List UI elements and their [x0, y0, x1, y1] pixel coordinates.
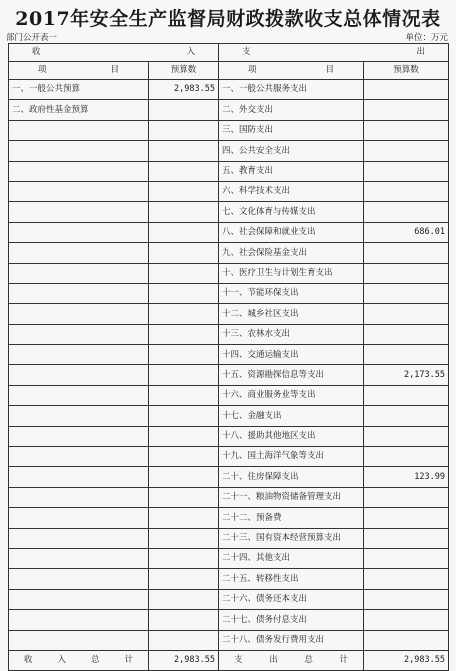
income-amount-cell: [149, 304, 219, 324]
expense-amount-cell: [364, 426, 449, 446]
expense-item-cell: 三、国防支出: [219, 120, 364, 140]
expense-total-label-char: 出: [269, 655, 278, 666]
expense-item-cell: 十四、交通运输支出: [219, 345, 364, 365]
expense-item-cell: 二十一、粮油物资储备管理支出: [219, 487, 364, 507]
income-amount-cell: [149, 385, 219, 405]
table-row: [9, 385, 449, 405]
table-row: [9, 202, 449, 222]
expense-amount-cell: 123.99: [364, 467, 449, 487]
income-amount-cell: [149, 630, 219, 650]
budget-table: [8, 43, 449, 671]
income-item-cell: [9, 202, 149, 222]
income-amount-cell: [149, 508, 219, 528]
expense-total-label-char: 总: [304, 655, 313, 666]
table-row: [9, 324, 449, 344]
income-budget-header: 预算数: [149, 62, 219, 80]
income-amount-cell: [149, 263, 219, 283]
page-title: 2017年安全生产监督局财政拨款收支总体情况表: [15, 8, 441, 30]
table-row: [9, 365, 449, 385]
table-row: [9, 141, 449, 161]
expense-item-cell: 二十二、预备费: [219, 508, 364, 528]
expense-item-header-b: 目: [325, 65, 334, 76]
expense-amount-cell: [364, 610, 449, 630]
expense-amount-cell: [364, 141, 449, 161]
expense-item-cell: 十、医疗卫生与计划生育支出: [219, 263, 364, 283]
income-amount-cell: [149, 243, 219, 263]
expense-total-label-char: 支: [234, 655, 243, 666]
table-row: [9, 100, 449, 120]
expense-item-cell: 十一、节能环保支出: [219, 283, 364, 303]
expense-amount-cell: [364, 324, 449, 344]
income-amount-cell: [149, 100, 219, 120]
income-item-cell: [9, 447, 149, 467]
expense-item-cell: 二十五、转移性支出: [219, 569, 364, 589]
table-row: [9, 120, 449, 140]
expense-item-cell: 二十三、国有资本经营预算支出: [219, 528, 364, 548]
income-amount-cell: [149, 120, 219, 140]
income-item-cell: [9, 161, 149, 181]
income-item-cell: [9, 181, 149, 201]
header-row-columns: [9, 62, 449, 80]
expense-amount-cell: [364, 508, 449, 528]
income-item-cell: [9, 528, 149, 548]
expense-item-cell: 七、文化体育与传媒支出: [219, 202, 364, 222]
expense-amount-cell: [364, 345, 449, 365]
form-number: 部门公开表一: [6, 33, 58, 43]
expense-amount-cell: [364, 447, 449, 467]
expense-amount-cell: [364, 528, 449, 548]
expense-amount-cell: 2,173.55: [364, 365, 449, 385]
income-item-cell: [9, 324, 149, 344]
income-item-cell: [9, 141, 149, 161]
income-amount-cell: [149, 181, 219, 201]
table-row: [9, 630, 449, 650]
income-header-right: 入: [186, 47, 195, 58]
table-row: [9, 406, 449, 426]
income-amount-cell: [149, 161, 219, 181]
expense-amount-cell: [364, 385, 449, 405]
income-amount-cell: [149, 426, 219, 446]
expense-budget-header: 预算数: [364, 62, 449, 80]
income-amount-cell: [149, 222, 219, 242]
expense-item-cell: 二十七、债务付息支出: [219, 610, 364, 630]
income-amount-cell: 2,983.55: [149, 80, 219, 100]
expense-amount-cell: [364, 181, 449, 201]
table-row: [9, 283, 449, 303]
income-total-label-char: 计: [124, 655, 133, 666]
expense-amount-cell: [364, 100, 449, 120]
expense-amount-cell: [364, 589, 449, 609]
income-amount-cell: [149, 365, 219, 385]
income-item-cell: [9, 426, 149, 446]
expense-item-cell: 十九、国土海洋气象等支出: [219, 447, 364, 467]
income-item-cell: [9, 630, 149, 650]
expense-total-amount: 2,983.55: [364, 650, 449, 670]
table-row: [9, 345, 449, 365]
income-item-cell: [9, 263, 149, 283]
income-item-cell: [9, 610, 149, 630]
expense-amount-cell: [364, 406, 449, 426]
expense-header-right: 出: [416, 47, 425, 58]
income-total-label-char: 收: [24, 655, 33, 666]
income-item-cell: [9, 385, 149, 405]
income-item-cell: [9, 345, 149, 365]
income-amount-cell: [149, 528, 219, 548]
expense-header-left: 支: [242, 47, 251, 58]
income-amount-cell: [149, 406, 219, 426]
table-row: [9, 222, 449, 242]
income-total-label-char: 入: [57, 655, 66, 666]
expense-item-cell: 二十、住房保障支出: [219, 467, 364, 487]
table-row: [9, 610, 449, 630]
expense-amount-cell: [364, 263, 449, 283]
expense-item-header-a: 项: [248, 65, 257, 76]
table-row: [9, 528, 449, 548]
expense-amount-cell: [364, 548, 449, 568]
income-item-cell: [9, 365, 149, 385]
income-item-header: [9, 62, 149, 80]
table-row: [9, 304, 449, 324]
table-row: [9, 263, 449, 283]
expense-item-cell: 二十八、债务发行费用支出: [219, 630, 364, 650]
expense-item-cell: 二、外交支出: [219, 100, 364, 120]
expense-item-cell: 十三、农林水支出: [219, 324, 364, 344]
income-item-cell: [9, 120, 149, 140]
expense-amount-cell: [364, 487, 449, 507]
income-item-cell: 二、政府性基金预算: [9, 100, 149, 120]
income-item-header-b: 目: [110, 65, 119, 76]
expense-amount-cell: [364, 80, 449, 100]
expense-item-header: [219, 62, 364, 80]
header-row-section: [9, 44, 449, 62]
expense-total-label-char: 计: [339, 655, 348, 666]
table-row: [9, 467, 449, 487]
expense-amount-cell: [364, 161, 449, 181]
expense-amount-cell: [364, 569, 449, 589]
income-item-cell: [9, 283, 149, 303]
table-row: [9, 447, 449, 467]
income-item-cell: [9, 548, 149, 568]
income-amount-cell: [149, 589, 219, 609]
income-item-cell: [9, 467, 149, 487]
income-amount-cell: [149, 548, 219, 568]
unit-label: 单位：万元: [405, 33, 448, 43]
table-row: [9, 569, 449, 589]
income-item-cell: [9, 304, 149, 324]
income-amount-cell: [149, 610, 219, 630]
expense-item-cell: 四、公共安全支出: [219, 141, 364, 161]
income-total-amount: 2,983.55: [149, 650, 219, 670]
income-item-cell: [9, 406, 149, 426]
income-header-left: 收: [32, 47, 41, 58]
income-header: [9, 44, 219, 62]
expense-item-cell: 十二、城乡社区支出: [219, 304, 364, 324]
expense-amount-cell: [364, 283, 449, 303]
income-amount-cell: [149, 487, 219, 507]
income-amount-cell: [149, 141, 219, 161]
expense-item-cell: 二十六、债务还本支出: [219, 589, 364, 609]
income-item-cell: [9, 243, 149, 263]
table-row: [9, 161, 449, 181]
expense-amount-cell: [364, 202, 449, 222]
income-item-cell: [9, 222, 149, 242]
expense-item-cell: 六、科学技术支出: [219, 181, 364, 201]
income-amount-cell: [149, 324, 219, 344]
expense-item-cell: 十七、金融支出: [219, 406, 364, 426]
expense-header: [219, 44, 449, 62]
income-item-cell: [9, 508, 149, 528]
table-row: [9, 80, 449, 100]
table-row: [9, 589, 449, 609]
expense-item-cell: 九、社会保险基金支出: [219, 243, 364, 263]
income-amount-cell: [149, 345, 219, 365]
income-item-cell: [9, 569, 149, 589]
income-item-cell: 一、一般公共预算: [9, 80, 149, 100]
expense-item-cell: 十八、援助其他地区支出: [219, 426, 364, 446]
expense-amount-cell: [364, 304, 449, 324]
income-amount-cell: [149, 202, 219, 222]
expense-item-cell: 五、教育支出: [219, 161, 364, 181]
expense-amount-cell: [364, 630, 449, 650]
expense-item-cell: 二十四、其他支出: [219, 548, 364, 568]
expense-amount-cell: 686.01: [364, 222, 449, 242]
expense-item-cell: 一、一般公共服务支出: [219, 80, 364, 100]
income-item-cell: [9, 589, 149, 609]
income-amount-cell: [149, 569, 219, 589]
table-row: [9, 243, 449, 263]
expense-item-cell: 十六、商业服务业等支出: [219, 385, 364, 405]
income-total-label-char: 总: [90, 655, 100, 666]
expense-amount-cell: [364, 243, 449, 263]
table-row: [9, 487, 449, 507]
income-amount-cell: [149, 447, 219, 467]
income-amount-cell: [149, 283, 219, 303]
table-row: [9, 181, 449, 201]
income-item-header-a: 项: [38, 65, 47, 76]
income-item-cell: [9, 487, 149, 507]
table-row: [9, 508, 449, 528]
income-amount-cell: [149, 467, 219, 487]
expense-item-cell: 十五、资源勘探信息等支出: [219, 365, 364, 385]
table-row: [9, 548, 449, 568]
table-row: [9, 426, 449, 446]
expense-amount-cell: [364, 120, 449, 140]
expense-item-cell: 八、社会保障和就业支出: [219, 222, 364, 242]
